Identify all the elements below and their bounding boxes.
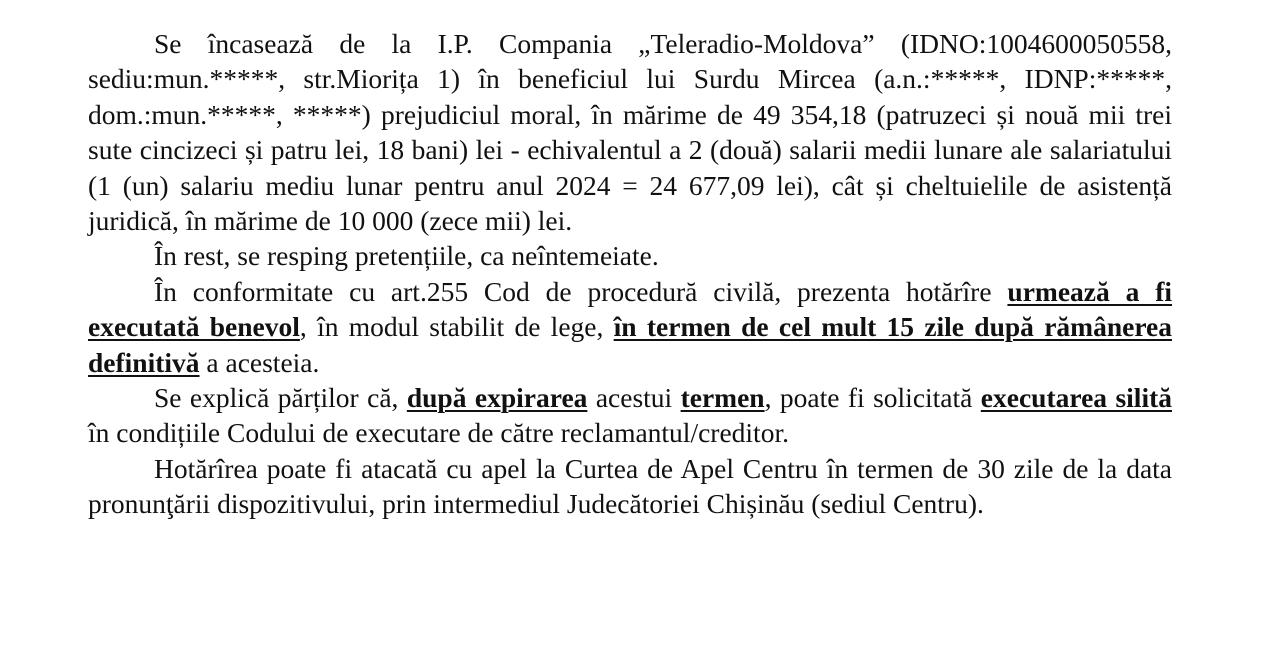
execution-text: , în modul stabilit de lege,	[299, 311, 614, 343]
paragraph-forced-execution	[88, 380, 1172, 451]
rejected-claims-text: În rest, se resping pretențiile, ca neîntemeiate.	[154, 240, 659, 272]
emphasis-execution-deadline: în termen de cel mult 15 zile după rămânerea definitivă	[88, 311, 1172, 378]
forced-execution-text: în condițiile Codului de executare de către reclamantul/creditor.	[88, 417, 789, 449]
forced-execution-text: , poate fi solicitată	[764, 382, 981, 414]
emphasis-after-expiry: după expirarea	[406, 382, 588, 414]
execution-text: a acesteia.	[199, 346, 320, 378]
award-text: Se încasează de la I.P. Compania „Teleradio-Moldova” (IDNO:1004600050558, sediu:mun.*****, str.Miorița 1) în beneficiul lui Surdu Mircea (a.n.:*****, IDNP:*****, dom.:mun.*****, *****) prejudiciul moral, în mărime de 49 354,18 (patruzeci și nouă mii trei sute cincizeci și patru lei, 18 bani) lei - echivalentul a 2 (două) salarii medii lunare ale salariatului (1 (un) salariu mediu lunar pentru anul 2024 = 24 677,09 lei), cât și cheltuielile de asistență juridică, în mărime de 10 000 (zece mii) lei.	[88, 28, 1172, 237]
emphasis-forced-execution: executarea silită	[980, 382, 1172, 414]
court-decision-text	[88, 26, 1172, 522]
emphasis-term: termen	[680, 382, 765, 414]
paragraph-award	[88, 26, 1172, 238]
appeal-text: Hotărîrea poate fi atacată cu apel la Curtea de Apel Centru în termen de 30 zile de la data pronunţării dispozitivului, prin intermediul Judecătoriei Chișinău (sediul Centru).	[88, 452, 1172, 520]
execution-text: În conformitate cu art.255 Cod de procedură civilă, prezenta hotărîre	[154, 275, 1008, 307]
paragraph-voluntary-execution	[88, 274, 1172, 380]
paragraph-appeal	[88, 451, 1172, 522]
emphasis-voluntary-execution: urmează a fi executată benevol	[88, 275, 1172, 343]
paragraph-rejected-claims	[88, 238, 1172, 273]
forced-execution-text: acestui	[587, 382, 681, 414]
forced-execution-text: Se explică părților că,	[154, 382, 407, 414]
